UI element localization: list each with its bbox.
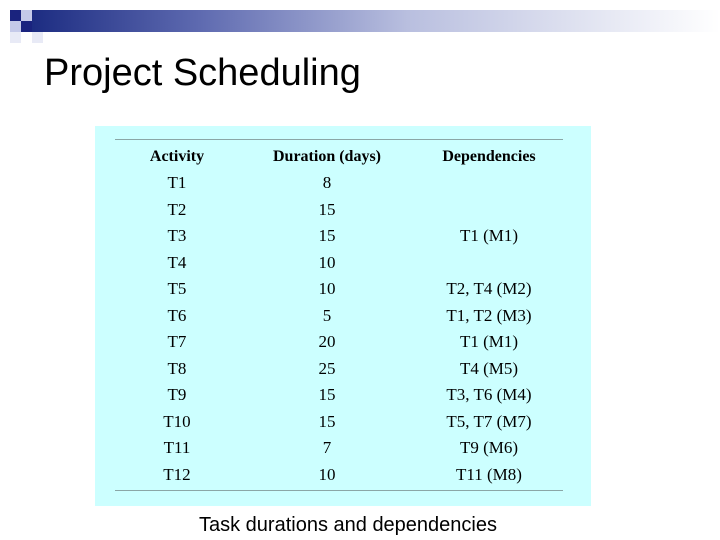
cell-duration: 10 [318,252,336,272]
cell-activity: T9 [167,385,187,405]
cell-duration: 15 [318,226,336,246]
cell-activity: T2 [167,199,187,219]
cell-duration: 25 [318,358,336,378]
table-caption: Task durations and dependencies [199,514,497,536]
table-row [115,435,563,462]
header-duration: Duration (days) [272,148,381,165]
table-top-rule [115,139,563,140]
table-row [115,356,563,383]
cell-duration: 20 [318,332,336,352]
decor-square [10,32,21,43]
table-row [115,223,563,250]
table-row [115,250,563,277]
header-gradient-bar [26,10,720,32]
cell-dependencies: T9 (M6) [459,438,519,458]
cell-duration: 15 [318,411,336,431]
schedule-table [115,144,563,488]
cell-duration: 10 [318,279,336,299]
decor-square [10,10,21,21]
table-row [115,382,563,409]
cell-duration: 8 [322,173,332,193]
cell-activity: T1 [167,173,187,193]
header-dependencies: Dependencies [442,148,536,165]
cell-dependencies [415,197,563,224]
cell-dependencies: T11 (M8) [456,464,522,484]
cell-duration: 15 [318,385,336,405]
table-row [115,329,563,356]
decor-square [32,32,43,43]
cell-activity: T12 [163,464,191,484]
cell-dependencies: T5, T7 (M7) [446,411,532,431]
cell-activity: T8 [167,358,187,378]
cell-activity: T3 [167,226,187,246]
cell-dependencies [415,170,563,197]
slide-title: Project Scheduling [44,52,361,94]
cell-dependencies: T1, T2 (M3) [446,305,532,325]
table-row [115,462,563,489]
table-row [115,409,563,436]
schedule-table-panel [95,126,591,506]
cell-activity: T5 [167,279,187,299]
cell-dependencies: T3, T6 (M4) [446,385,532,405]
cell-activity: T7 [167,332,187,352]
table-row [115,276,563,303]
decor-square [21,21,32,32]
table-row [115,303,563,330]
cell-dependencies: T1 (M1) [459,332,519,352]
cell-activity: T11 [163,438,191,458]
cell-duration: 15 [318,199,336,219]
cell-activity: T10 [163,411,191,431]
decor-square [10,21,21,32]
table-row [115,170,563,197]
cell-dependencies: T1 (M1) [459,226,519,246]
cell-dependencies: T2, T4 (M2) [446,279,532,299]
decor-square [21,10,32,21]
table-header-row [115,144,563,170]
cell-duration: 7 [322,438,332,458]
cell-dependencies [415,250,563,277]
table-row [115,197,563,224]
cell-duration: 5 [322,305,332,325]
cell-activity: T6 [167,305,187,325]
table-bottom-rule [115,490,563,491]
cell-duration: 10 [318,464,336,484]
cell-dependencies: T4 (M5) [459,358,519,378]
header-activity: Activity [149,148,205,165]
cell-activity: T4 [167,252,187,272]
